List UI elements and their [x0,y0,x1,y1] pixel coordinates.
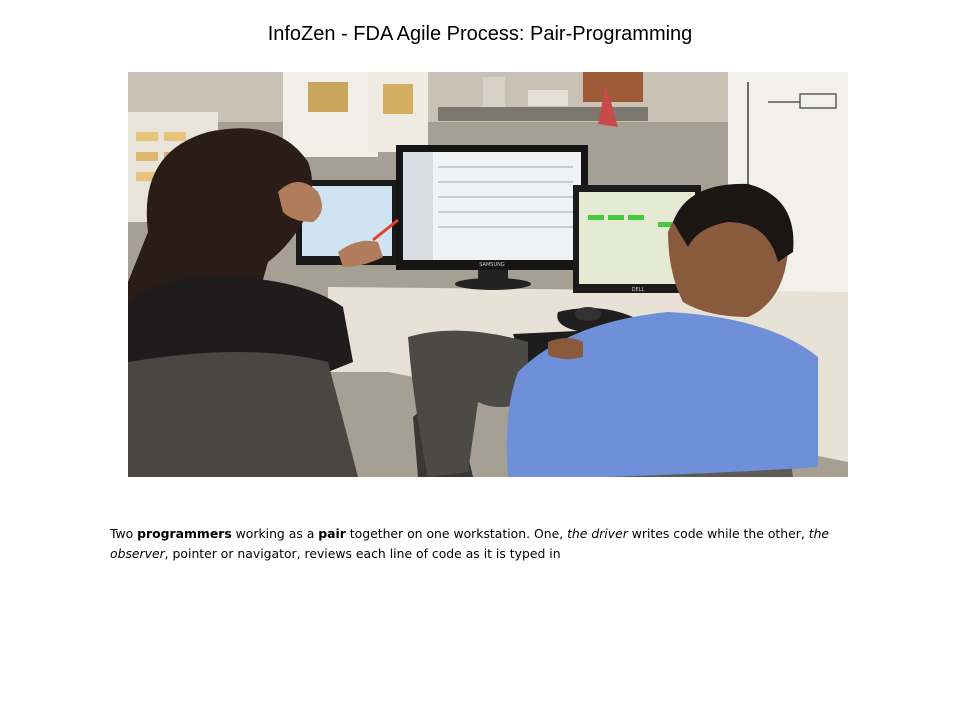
caption-bold-pair: pair [318,526,346,541]
monitor-brand-left: SAMSUNG [479,262,505,268]
monitor-brand-right: DELL [631,287,645,293]
caption-text: , pointer or navigator, reviews each line of code as it is typed in [164,546,561,561]
photo-illustration [128,72,848,477]
caption-text: Two [110,526,138,541]
shelf-box [583,72,643,102]
mouse [575,307,601,321]
woman-chair [128,352,358,477]
caption-italic-driver: the driver [567,526,628,541]
pair-programming-photo [128,72,848,477]
caption-italic-observer: the observer [110,526,830,561]
caption-bold-programmers: programmers [137,526,232,541]
man-hand [548,338,583,359]
photo-caption [110,524,855,564]
shelf [438,107,648,121]
caption-text: together on one workstation. One, [345,526,568,541]
caption-text: working as a [231,526,319,541]
caption-text: writes code while the other, [627,526,809,541]
slide-title: InfoZen - FDA Agile Process: Pair-Programming [267,23,693,45]
